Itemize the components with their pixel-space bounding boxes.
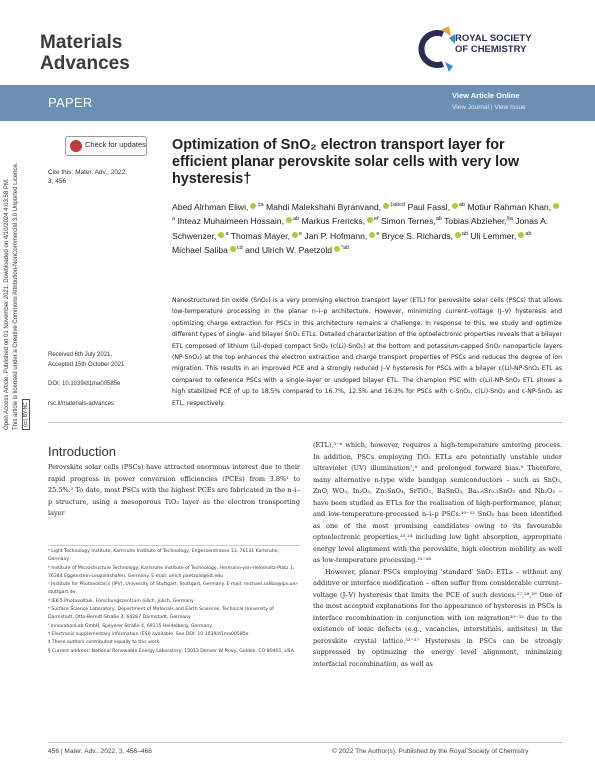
author-affiliation-marker: ab — [461, 230, 469, 237]
author-name[interactable]: Michael Saliba — [172, 244, 228, 255]
publisher-name — [455, 33, 532, 55]
section-divider — [48, 422, 562, 423]
author-name[interactable]: Thomas Mayer, — [228, 230, 290, 241]
footer-page-citation: 456 | Mater. Adv., 2022, 3, 456–466 — [48, 748, 152, 755]
author-affiliation-marker: ab — [435, 216, 442, 223]
author-affiliation-marker: ‡a — [257, 202, 264, 208]
footer-copyright: © 2022 The Author(s). Published by the Royal Society of Chemistry — [332, 748, 529, 755]
cite-line1: Cite this: Mater. Adv., 2022, — [48, 169, 128, 176]
author-affiliation-marker: a — [172, 216, 176, 223]
intro-paragraph-1: (ETL),³⁻⁶ which, however, requires a high-temperature sintering process. In addition, PSCs employing TiO₂ ETLs are potentially unstable under ultraviolet (UV) illumination⁷,⁸ and prolonged forward bias.⁹ Therefore, many alternative n-type wide bandgap semiconductors – such as SnO₂, ZnO, WO₃, In₂O₃, Zn₂SnO₄, SrTiO₃, BaSnO₃, Ba₀.₈Sr₀.₂SnO₃ and Nb₂O₅ – have been studied as ETLs for the realisation of high-performance, planar, and low-temperature-processed n–i–p PSCs.¹⁰⁻²² SnO₂ has been identified as one of the most promising candidates owing to its favourable optoelectronic properties,²³,²⁴ including low light absorption, appropriate energy level alignment with the perovskite, high electron mobility as well as low-temperature processing.²³⁻²⁶ — [313, 441, 562, 564]
author-affiliation-marker: ab — [458, 202, 466, 208]
orcid-icon[interactable] — [369, 232, 375, 238]
footer-divider — [48, 742, 562, 743]
intro-left-column: Perovskite solar cells (PSCs) have attracted enormous interest due to their rapid progress in power conversion efficiencies (PCEs) from 3.8%¹ to 25.5%.² To date, most PSCs with the highest PCEs are fabricated in the n–i–p structure, using a mesoporous TiO₂ layer as the electron transporting layer — [48, 463, 300, 517]
orcid-icon[interactable] — [553, 203, 559, 209]
journal-name-line2: Advances — [40, 53, 130, 74]
journal-name-line1: Materials — [40, 32, 123, 53]
orcid-icon[interactable] — [383, 203, 389, 209]
footnote-item: ᵇ Institute of Microstructure Technology, Karlsruhe Institute of Technology, Hermann-von-Helmholtz-Platz 1, 76344 Eggenstein-Leopoldshafen, Germany. E-mail: ulrich.paetzold@kit.edu — [48, 565, 295, 579]
author-affiliation-marker: ef — [374, 216, 379, 223]
abstract: Nanostructured tin oxide (SnO₂) is a very promising electron transport layer (ETL) for perovskite solar cells (PSCs) that allows low-temperature processing in the planar n–i–p architecture. However, minimizing current–voltage (J–V) hysteresis and optimizing charge extraction for PSCs in this architecture remains a challenge. In response to this, we study and optimize different types of single- and bilayer SnO₂ ETLs. Detailed characterization of the optoelectronic properties reveals that a bilayer ETL composed of lithium (Li)-doped compact SnO₂ (c(Li)-SnO₂) at the bottom and potassium-capped SnO₂ nanoparticle layers (NP-SnO₂) at the top enhances the electron extraction and charge transport properties of PSCs and reduces the degree of ion migration. This results in an improved PCE and a strongly reduced J–V hysteresis for PSCs with a bilayer c(Li)-NP-SnO₂ ETL as compared to reference PSCs with a single-layer or undoped bilayer ETL. The champion PSC with c(Li)-NP-SnO₂ ETL shows a high stabilized PCE of up to 18.5% compared to 16.7%, 12.5% and 16.3% for PSCs with c-SnO₂, c(Li)-SnO₂ and c-NP-SnO₂ as ETL, respectively. — [172, 297, 562, 407]
author-name[interactable]: Abed Alrhman Eliwi, — [172, 201, 249, 212]
check-for-updates-label: Check for updates — [85, 140, 146, 149]
license-strip-line2[interactable]: This article is licensed under a Creative Commons Attribution-NonCommercial 3.0 Unported Licence. — [13, 162, 19, 430]
orcid-icon[interactable] — [250, 203, 256, 209]
author-affiliation-marker: e — [298, 230, 303, 237]
author-affiliation-marker: ab — [525, 230, 532, 237]
footnote-divider — [48, 545, 300, 546]
author-affiliation-marker: *ab — [341, 245, 350, 252]
footnote-item: ᵉ Surface Science Laboratory, Department of Materials and Earth Sciences, Technical University of Darmstadt, Otto-Berndt-Straße 3, 64287 Darmstadt, Germany — [48, 607, 274, 621]
doi-link[interactable]: DOI: 10.1039/d1ma00585e — [48, 381, 121, 387]
author-affiliation-marker: e — [376, 230, 380, 237]
author-name[interactable]: Simon Ternes, — [378, 216, 436, 227]
orcid-icon[interactable] — [455, 232, 461, 238]
footnote-item: ᵃ Light Technology Institute, Karlsruhe Institute of Technology, Engesserstrasse 13, 76131 Karlsruhe, Germany — [48, 549, 279, 563]
section-heading-introduction: Introduction — [48, 444, 116, 459]
journal-name — [40, 32, 130, 74]
check-for-updates-button[interactable] — [65, 136, 147, 156]
author-name[interactable]: Ihteaz Muhaimeen Hossain, — [175, 216, 284, 227]
article-title: Optimization of SnO₂ electron transport layer for efficient planar perovskite solar cells with very low hysteresis† — [172, 137, 520, 187]
orcid-icon[interactable] — [334, 246, 340, 252]
footnote-item: ᵈ IEK-5 Photovoltaik, Forschungszentrum Jülich, Jülich, Germany — [48, 598, 194, 604]
author-name[interactable]: Tobias Abzieher, — [441, 216, 507, 227]
author-name[interactable]: Bryce S. Richards, — [379, 230, 453, 241]
orcid-icon[interactable] — [452, 203, 458, 209]
article-type-label: PAPER — [48, 95, 93, 110]
license-strip-line1: Open Access Article. Published on 01 November 2021. Downloaded on 4/10/2024 4:03:58 PM. — [4, 178, 10, 430]
author-affiliation-marker: cd — [236, 245, 243, 252]
crossmark-icon — [70, 140, 82, 152]
author-affiliation-marker: §a — [506, 216, 513, 223]
view-article-online-link[interactable]: View Article Online — [452, 91, 520, 100]
article-history — [48, 351, 163, 409]
intro-paragraph-2: However, planar PSCs employing 'standard' SnO₂ ETLs – without any additive or interface modification – often suffer from considerable current–voltage (J–V) hysteresis that limits the PCE of such devices.²⁷,²⁸,²⁹ One of the most accepted explanations for the appearance of hysteresis in PSCs is interface recombination in conjunction with ion migration³⁰⁻³² due to the existence of ionic defects (e.g., vacancies, interstitials, antisites) in the perovskite crystal lattice.³³⁻³⁷ Hysteresis in PSCs can be strongly suppressed by optimizing the energy level alignment, minimizing interfacial recombination, as well as — [313, 567, 562, 668]
author-name[interactable]: and Ulrich W. Paetzold — [242, 244, 333, 255]
author-affiliation-marker: ‡abcd — [390, 202, 406, 208]
publisher-line2: OF CHEMISTRY — [455, 44, 527, 55]
cc-license-badge[interactable]: (cc) BY-NC — [22, 399, 30, 430]
author-name[interactable]: Uli Lemmer, — [468, 230, 517, 241]
author-affiliation-marker: ab — [292, 216, 300, 223]
footnote-item: ‡ These authors contributed equally to this work. — [48, 640, 161, 646]
view-journal-issue-links[interactable]: View Journal | View Issue — [452, 104, 526, 111]
author-name[interactable]: Mahdi Malekshahi Byranvand, — [263, 201, 382, 212]
author-list — [172, 199, 562, 256]
orcid-icon[interactable] — [367, 217, 373, 223]
citation-info — [48, 168, 140, 186]
journal-url-link[interactable]: rsc.li/materials-advances — [48, 400, 115, 407]
orcid-icon[interactable] — [230, 246, 236, 252]
author-name[interactable]: Markus Frericks, — [299, 216, 365, 227]
cite-line2: 3, 456 — [48, 178, 67, 185]
author-name[interactable]: Paul Fassl, — [405, 201, 450, 212]
publisher-line1: ROYAL SOCIETY — [455, 33, 532, 44]
author-name[interactable]: Jan P. Hofmann, — [302, 230, 368, 241]
author-name[interactable]: Jonas A. Schwenzer, — [172, 216, 549, 241]
footnote-item: ᶜ Institute for Photovoltaics (IPV), University of Stuttgart, Stuttgart, Germany. E-mail: michael.saliba@ipv.uni-stuttgart.de — [48, 582, 299, 596]
orcid-icon[interactable] — [286, 217, 292, 223]
affiliations-footnotes — [48, 548, 300, 656]
received-date: Received 6th July 2021, — [48, 352, 113, 358]
accepted-date: Accepted 15th October 2021 — [48, 361, 125, 368]
orcid-icon[interactable] — [218, 232, 224, 238]
orcid-icon[interactable] — [292, 232, 298, 238]
orcid-icon[interactable] — [518, 232, 524, 238]
intro-right-column — [313, 440, 562, 670]
footnote-item: † Electronic supplementary information (ESI) available. See DOI: 10.1039/d1ma00585e — [48, 631, 249, 637]
license-strip — [4, 130, 34, 430]
footnote-item: ᶠ InnovationLab GmbH, Speyerer Straße 4, 69115 Heidelberg, Germany — [48, 623, 212, 629]
author-affiliation-marker: a — [225, 230, 229, 237]
footnote-item: § Current address: National Renewable Energy Laboratory, 15013 Denver W Pkwy, Golden, CO 80401, USA. — [48, 648, 296, 654]
author-name[interactable]: Motiur Rahman Khan, — [465, 201, 552, 212]
